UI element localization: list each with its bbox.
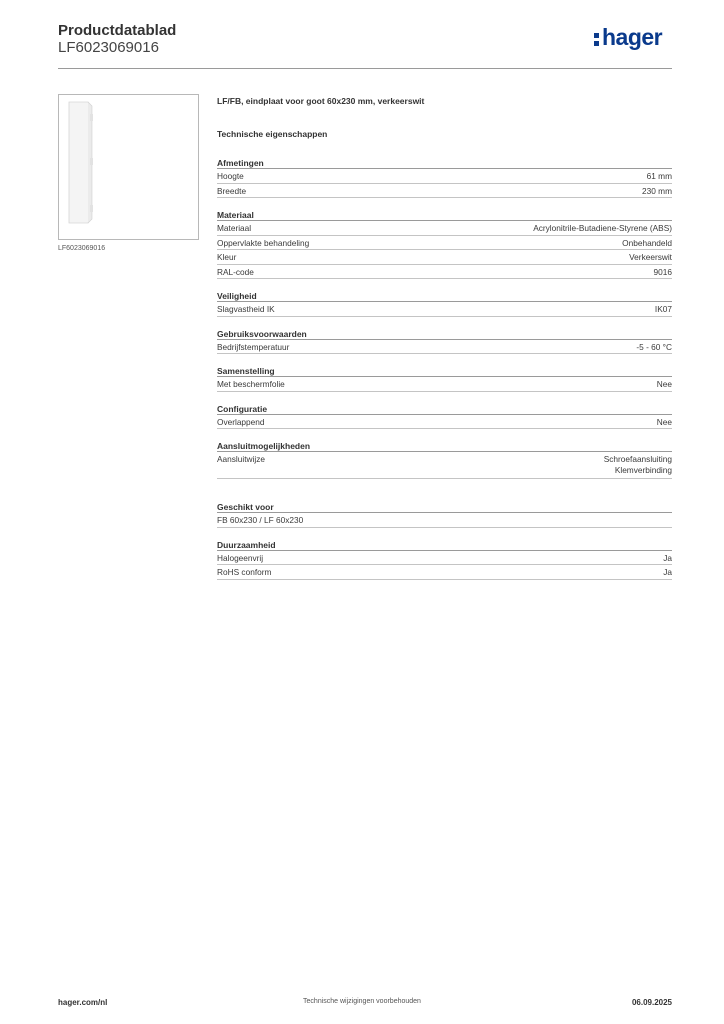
section-title: Gebruiksvoorwaarden bbox=[217, 327, 672, 340]
section-afmetingen bbox=[217, 156, 672, 198]
section-title: Afmetingen bbox=[217, 156, 672, 169]
spec-label: Kleur bbox=[217, 252, 237, 262]
product-image-caption: LF6023069016 bbox=[58, 245, 106, 252]
spec-row bbox=[217, 221, 672, 236]
spec-value: Ja bbox=[663, 552, 672, 563]
spec-value: Acrylonitrile-Butadiene-Styrene (ABS) bbox=[533, 223, 672, 233]
spec-label: Slagvastheid IK bbox=[217, 304, 275, 314]
spec-value: IK07 bbox=[654, 304, 672, 314]
product-description: LF/FB, eindplaat voor goot 60x230 mm, verkeerswit bbox=[217, 96, 425, 106]
section-title: Veiligheid bbox=[217, 289, 672, 302]
product-content bbox=[217, 96, 672, 590]
spec-value: Verkeerswit bbox=[629, 252, 672, 262]
spec-value: Nee bbox=[656, 416, 672, 427]
section-title: Aansluitmogelijkheden bbox=[217, 439, 672, 452]
spec-value: 61 mm bbox=[646, 171, 672, 181]
end-plate-product-icon bbox=[66, 100, 94, 225]
section-veiligheid bbox=[217, 289, 672, 317]
spec-row bbox=[217, 565, 672, 580]
hager-logo[interactable] bbox=[594, 24, 662, 51]
footer-disclaimer: Technische wijzigingen voorbehouden bbox=[303, 998, 421, 1005]
spec-value: 230 mm bbox=[642, 185, 672, 196]
section-geschikt-voor bbox=[217, 500, 672, 528]
spec-label: Halogeenvrij bbox=[217, 552, 264, 563]
logo-dots-icon bbox=[594, 32, 600, 46]
spec-row bbox=[217, 377, 672, 392]
spec-value: -5 - 60 °C bbox=[636, 341, 672, 352]
spec-row bbox=[217, 236, 672, 251]
footer-date: 06.09.2025 bbox=[631, 998, 672, 1007]
technical-properties-heading: Technische eigenschappen bbox=[217, 129, 328, 139]
spec-label: Bedrijfstemperatuur bbox=[217, 341, 290, 352]
spec-row bbox=[217, 415, 672, 430]
page-title: Productdatablad bbox=[58, 22, 177, 39]
spec-label: Hoogte bbox=[217, 171, 244, 181]
spec-row bbox=[217, 340, 672, 355]
logo-text: hager bbox=[602, 24, 663, 50]
spec-value bbox=[604, 454, 672, 476]
spec-value: Nee bbox=[656, 379, 672, 389]
section-title: Geschikt voor bbox=[217, 500, 672, 513]
spec-label: Oppervlakte behandeling bbox=[217, 237, 310, 248]
footer-website-link[interactable]: hager.com/nl bbox=[58, 998, 108, 1007]
spec-row bbox=[217, 250, 672, 265]
spec-label: Met beschermfolie bbox=[217, 379, 285, 389]
spec-label: Overlappend bbox=[217, 416, 265, 427]
header-divider bbox=[58, 68, 672, 69]
section-title: Samenstelling bbox=[217, 364, 672, 377]
spec-value-line: Klemverbinding bbox=[614, 465, 672, 475]
spec-row bbox=[217, 169, 672, 184]
section-samenstelling bbox=[217, 364, 672, 392]
section-title: Materiaal bbox=[217, 208, 672, 221]
spec-value: Onbehandeld bbox=[622, 237, 672, 248]
section-title: Duurzaamheid bbox=[217, 538, 672, 551]
spec-value-line: Schroefaansluiting bbox=[603, 454, 672, 464]
spec-label: Aansluitwijze bbox=[217, 454, 265, 464]
spec-row bbox=[217, 265, 672, 280]
spec-value: 9016 bbox=[653, 266, 672, 277]
section-duurzaamheid bbox=[217, 538, 672, 580]
spec-row bbox=[217, 513, 672, 528]
spec-row bbox=[217, 452, 672, 479]
section-aansluitmogelijkheden bbox=[217, 439, 672, 479]
section-title: Configuratie bbox=[217, 402, 672, 415]
spec-label: FB 60x230 / LF 60x230 bbox=[217, 515, 304, 525]
spec-label: RAL-code bbox=[217, 266, 254, 277]
product-image-frame bbox=[58, 94, 199, 240]
spec-row bbox=[217, 184, 672, 199]
section-gebruiksvoorwaarden bbox=[217, 327, 672, 355]
section-configuratie bbox=[217, 402, 672, 430]
spec-label: Materiaal bbox=[217, 223, 252, 233]
spec-row bbox=[217, 302, 672, 317]
section-materiaal bbox=[217, 208, 672, 279]
spec-value: Ja bbox=[663, 567, 672, 577]
spec-row bbox=[217, 551, 672, 566]
product-code: LF6023069016 bbox=[58, 39, 159, 56]
spec-label: RoHS conform bbox=[217, 567, 272, 577]
spec-label: Breedte bbox=[217, 185, 247, 196]
